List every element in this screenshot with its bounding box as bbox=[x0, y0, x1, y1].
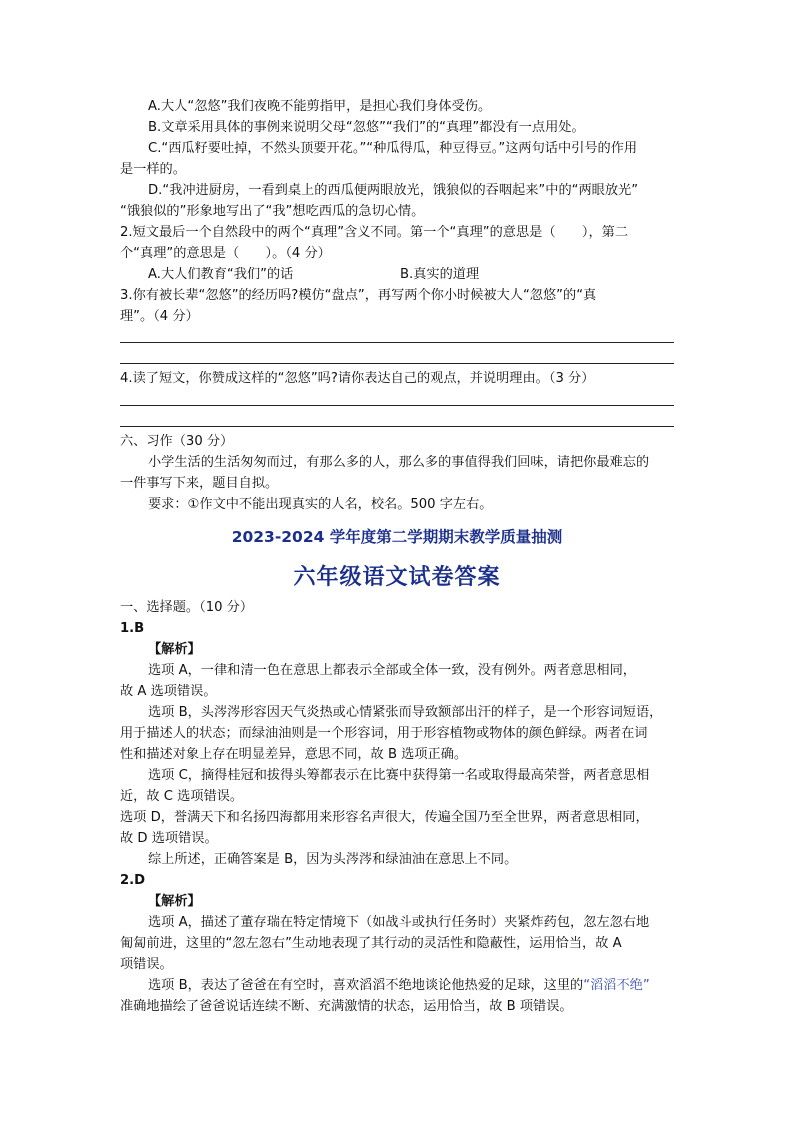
option-c-line2: 是一样的。 bbox=[120, 162, 186, 177]
analysis-text-part: 选项 B，表达了爸爸在有空时，喜欢滔滔不绝地谈论他热爱的足球，这里的 bbox=[148, 978, 584, 993]
answer-subtitle: 2023-2024 学年度第二学期期末教学质量抽测 bbox=[231, 528, 563, 546]
analysis-text: 选项 B，头涔涔形容因天气炎热或心情紧张而导致额部出汗的样子，是一个形容词短语， bbox=[148, 705, 663, 720]
analysis-text: 性和描述对象上存在明显差异，意思不同，故 B 选项正确。 bbox=[120, 747, 468, 762]
composition-prompt-line1: 小学生活的生活匆匆而过，有那么多的人，那么多的事值得我们回味，请把你最难忘的 bbox=[148, 455, 650, 470]
analysis-text: 选项 C，摘得桂冠和拔得头筹都表示在比赛中获得第一名或取得最高荣誉，两者意思相 bbox=[148, 768, 650, 783]
composition-prompt-line2: 一件事写下来，题目自拟。 bbox=[120, 476, 279, 491]
section-heading: 一、选择题。（10 分） bbox=[120, 600, 254, 615]
answer-line[interactable] bbox=[120, 342, 674, 343]
analysis-text: 综上所述，正确答案是 B，因为头涔涔和绿油油在意思上不同。 bbox=[148, 852, 518, 867]
analysis-text: 近，故 C 选项错误。 bbox=[120, 789, 244, 804]
analysis-text bbox=[148, 975, 680, 996]
analysis-text: 选项 A，描述了董存瑞在特定情境下（如战斗或执行任务时）夹紧炸药包，忽左忽右地 bbox=[148, 915, 650, 930]
analysis-text: 选项 D，誉满天下和名扬四海都用来形容名声很大，传遍全国乃至全世界，两者意思相同， bbox=[120, 810, 649, 825]
question-4-line1: 4.读了短文，你赞成这样的“忽悠”吗?请你表达自己的观点，并说明理由。（3 分） bbox=[120, 371, 595, 386]
composition-heading: 六、习作（30 分） bbox=[120, 434, 234, 449]
analysis-text: 故 A 选项错误。 bbox=[120, 684, 217, 699]
analysis-text: 准确地描绘了爸爸说话连续不断、充满激情的状态，运用恰当，故 B 项错误。 bbox=[120, 999, 573, 1014]
option-d-line2: “饿狼似的”形象地写出了“我”想吃西瓜的急切心情。 bbox=[120, 204, 425, 219]
question-2-option-a: A.大人们教育“我们”的话 bbox=[148, 267, 294, 282]
answer-line[interactable] bbox=[120, 363, 674, 364]
option-d-line1: D.“我冲进厨房，一看到桌上的西瓜便两眼放光，饿狼似的吞咽起来”中的“两眼放光” bbox=[148, 183, 639, 198]
answer-line[interactable] bbox=[120, 405, 674, 406]
option-a: A.大人“忽悠”我们夜晚不能剪指甲，是担心我们身体受伤。 bbox=[148, 99, 492, 114]
analysis-text: 用于描述人的状态；而绿油油则是一个形容词，用于形容植物或物体的颜色鲜绿。两者在词 bbox=[120, 726, 648, 741]
analysis-text: 项错误。 bbox=[120, 957, 173, 972]
answer-line[interactable] bbox=[120, 426, 674, 427]
option-b: B.文章采用具体的事例来说明父母“忽悠”“我们”的“真理”都没有一点用处。 bbox=[148, 120, 585, 135]
question-2-line1: 2.短文最后一个自然段中的两个“真理”含义不同。第一个“真理”的意思是（ ），第二 bbox=[120, 225, 629, 240]
question-2-option-b: B.真实的道理 bbox=[400, 267, 480, 282]
analysis-label: 【解析】 bbox=[148, 642, 201, 657]
answer-title: 六年级语文试卷答案 bbox=[293, 565, 501, 590]
analysis-text: 故 D 选项错误。 bbox=[120, 831, 218, 846]
question-3-line2: 理”。（4 分） bbox=[120, 309, 199, 324]
answer-1: 1.B bbox=[120, 621, 145, 636]
question-2-line2: 个“真理”的意思是（ ）。（4 分） bbox=[120, 246, 331, 261]
analysis-label: 【解析】 bbox=[148, 894, 201, 909]
question-3-line1: 3.你有被长辈“忽悠”的经历吗?模仿“盘点”，再写两个你小时候被大人“忽悠”的“真 bbox=[120, 288, 597, 303]
analysis-text: 选项 A，一律和清一色在意思上都表示全部或全体一致，没有例外。两者意思相同， bbox=[148, 663, 636, 678]
answer-2: 2.D bbox=[120, 873, 146, 888]
analysis-text: 匍匐前进，这里的“忽左忽右”生动地表现了其行动的灵活性和隐蔽性，运用恰当，故 A bbox=[120, 936, 622, 951]
composition-requirement: 要求：①作文中不能出现真实的人名，校名。500 字左右。 bbox=[148, 497, 493, 512]
highlighted-phrase: “滔滔不绝” bbox=[583, 978, 650, 993]
option-c-line1: C.“西瓜籽要吐掉，不然头顶要开花。”“种瓜得瓜，种豆得豆。”这两句话中引号的作用 bbox=[148, 141, 638, 156]
